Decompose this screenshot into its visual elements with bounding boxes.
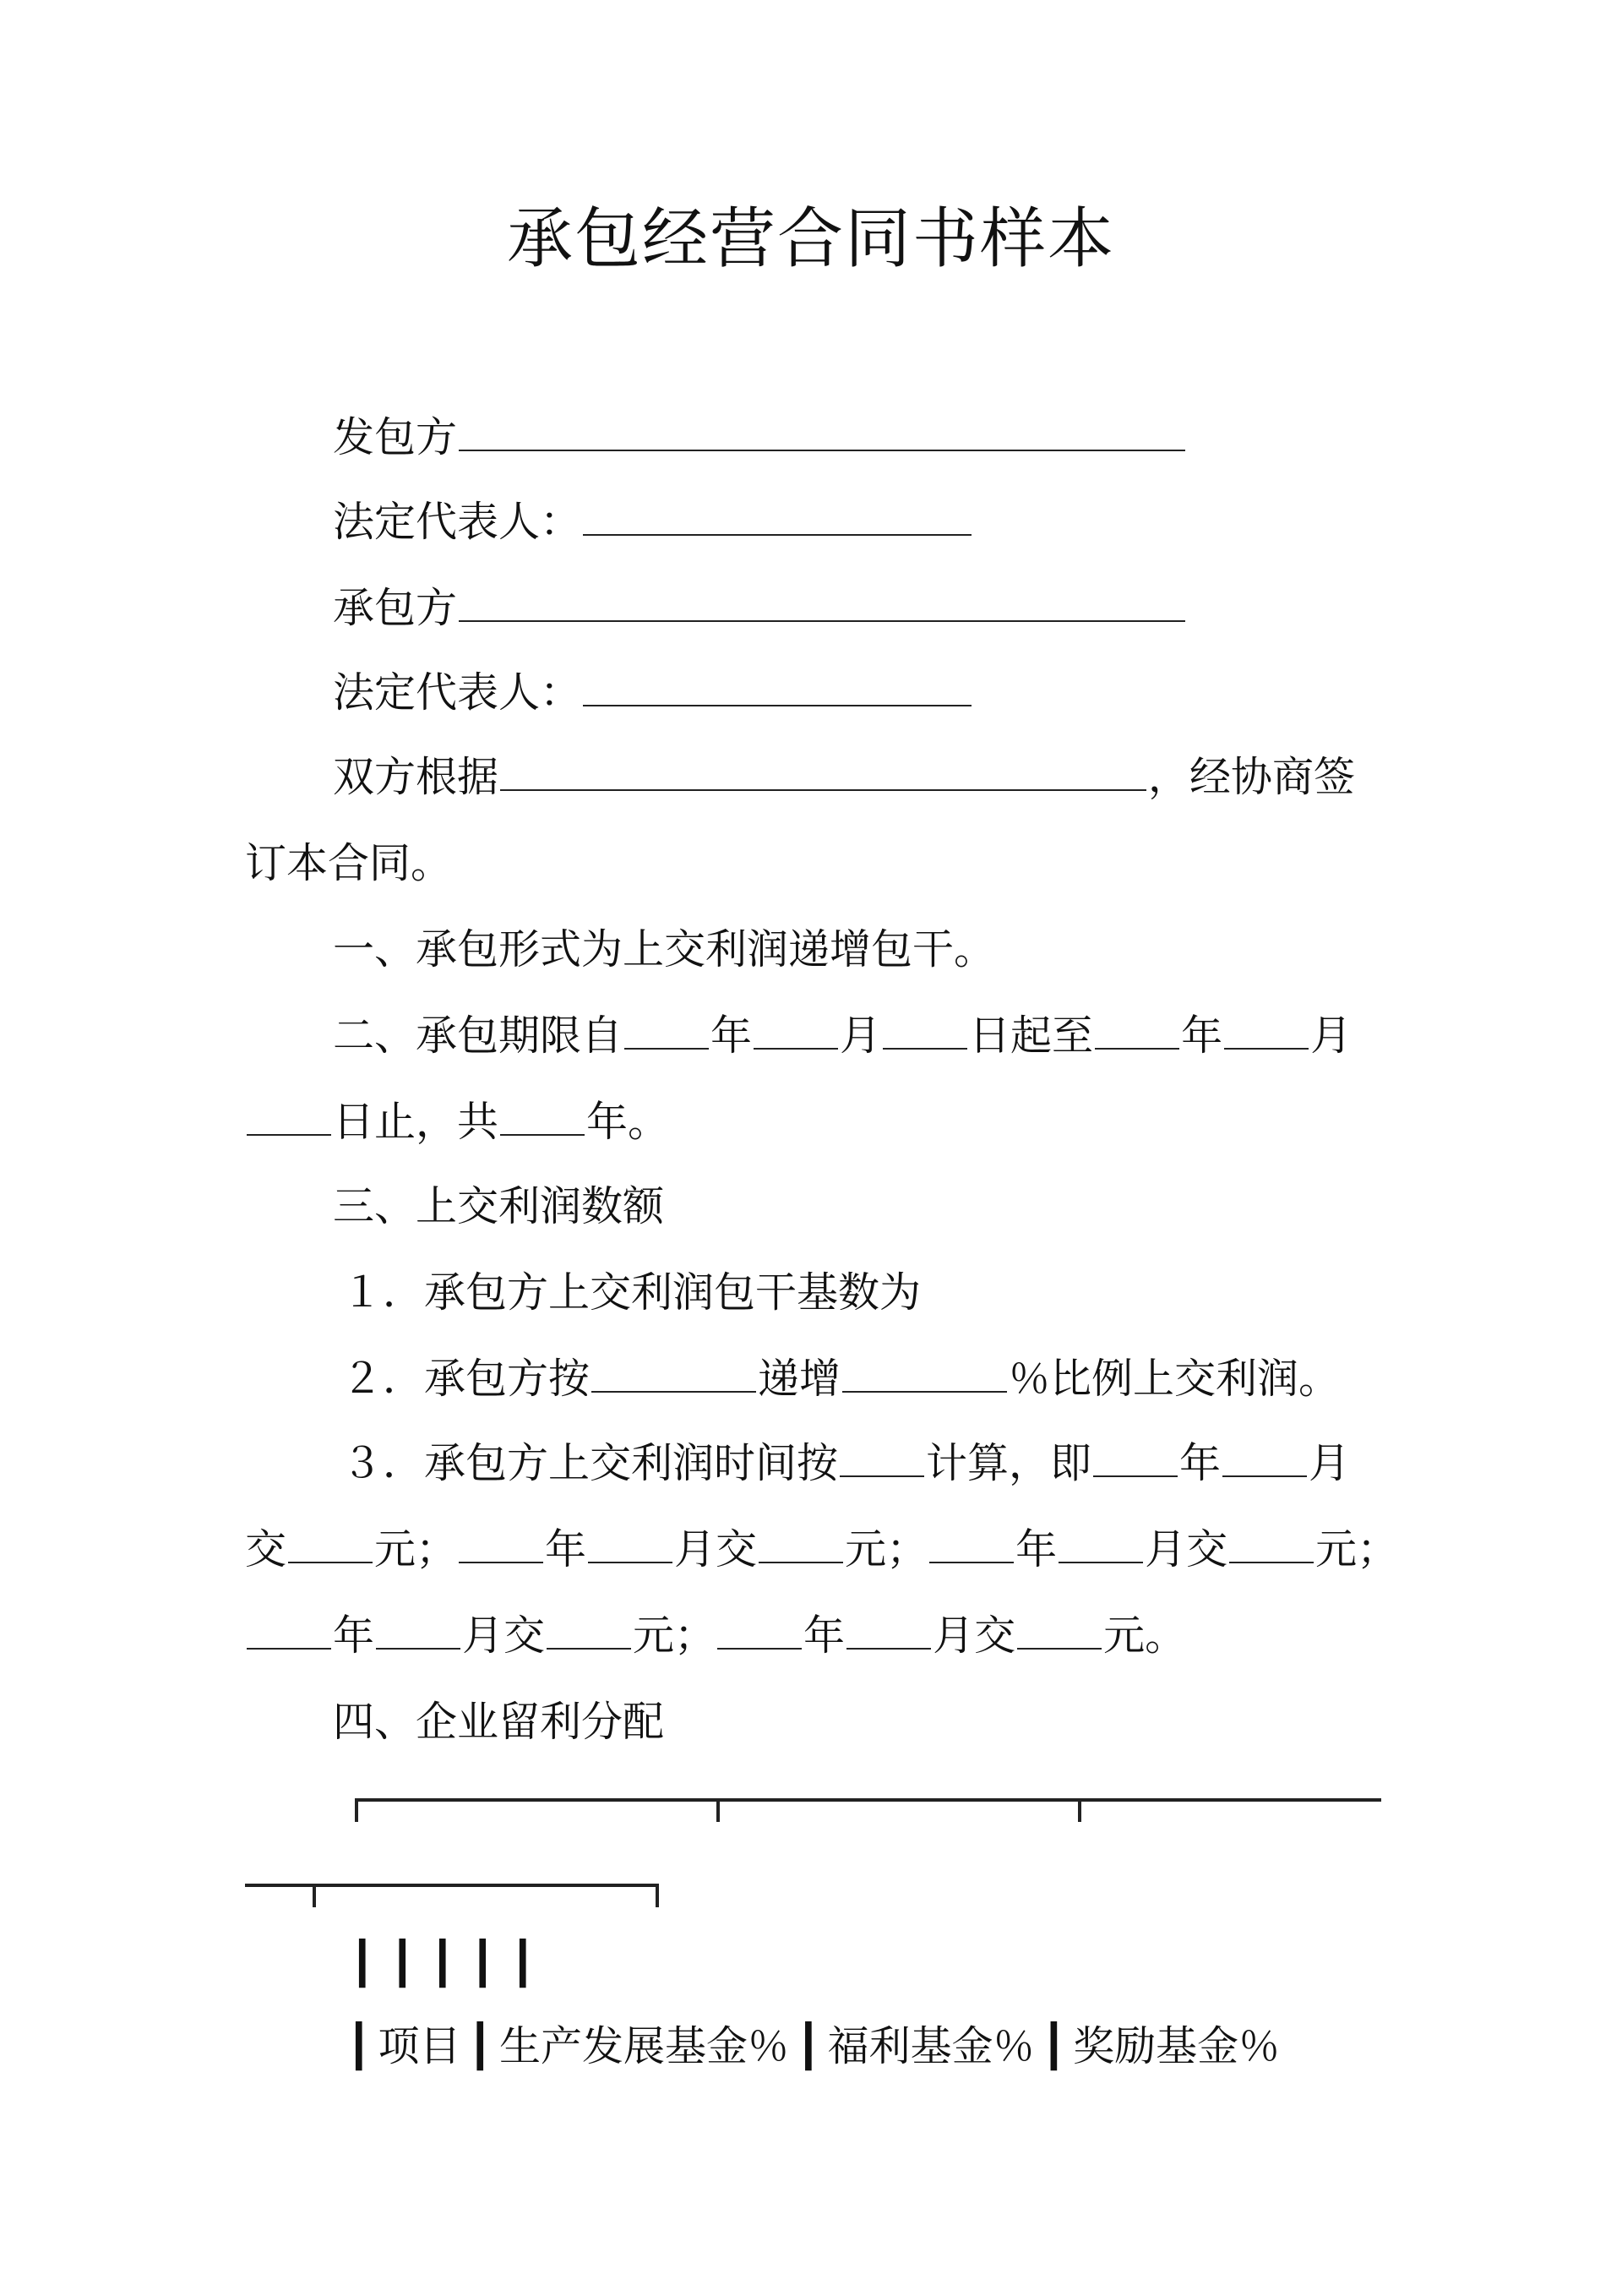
year-word: 年 (710, 1012, 753, 1060)
day-end-word: 日止，共 (333, 1098, 499, 1146)
yuan-word: 元； (374, 1525, 458, 1573)
table-header-row (346, 2020, 1287, 2074)
party-b-blank (459, 583, 1185, 622)
blank (842, 1354, 1007, 1393)
year-word: 年 (333, 1612, 375, 1660)
blank (591, 1354, 756, 1393)
blank (247, 1097, 331, 1136)
party-a-rep-label: 法定代表人： (333, 498, 582, 546)
month-word: 月 (840, 1012, 882, 1060)
jiao-word: 交 (245, 1525, 287, 1573)
party-b-rep-label: 法定代表人： (333, 668, 582, 717)
party-b-rep-blank (583, 668, 972, 706)
year-word: 年 (1181, 1012, 1223, 1060)
year-word: 年 (1179, 1439, 1222, 1487)
blank (1095, 1011, 1179, 1050)
blank (717, 1611, 802, 1650)
blank (1017, 1611, 1102, 1650)
blank (1224, 1011, 1309, 1050)
yuan-end-word: 元。 (1103, 1612, 1187, 1660)
clause-3-item-2 (341, 1352, 1340, 1406)
document-title: 承包经营合同书样本 (506, 201, 1115, 277)
blank (247, 1611, 331, 1650)
party-b-label: 承包方 (333, 584, 458, 632)
blank (1059, 1524, 1143, 1563)
table-top-border (355, 1798, 1381, 1825)
basis-prefix: 双方根据 (333, 753, 499, 801)
table-corner (656, 1884, 659, 1907)
blank (754, 1011, 838, 1050)
party-b-rep-line (333, 666, 973, 720)
item-2-mid: 递增 (758, 1355, 841, 1403)
day-from-word: 日起至 (969, 1012, 1094, 1060)
year-word: 年 (545, 1525, 587, 1573)
month-jiao-word: 月交 (674, 1525, 758, 1573)
clause-3-item-3-line2 (245, 1523, 1398, 1577)
year-word: 年 (803, 1612, 846, 1660)
clause-1: 一、承包形式为上交利润递增包干。 (333, 925, 996, 973)
clause-2-line2 (245, 1095, 669, 1149)
table-top-border-cont (245, 1884, 659, 1911)
yuan-word: 元； (633, 1612, 716, 1660)
party-b-line (333, 581, 1187, 635)
clause-3-item-1: １．承包方上交利润包干基数为 (341, 1268, 922, 1317)
yuan-word: 元； (845, 1525, 928, 1573)
month-word: 月 (1309, 1439, 1351, 1487)
clause-3-item-3-line1 (341, 1437, 1350, 1491)
party-a-label: 发包方 (333, 413, 458, 461)
table-bar: ┃ (796, 2022, 821, 2070)
blank (840, 1438, 924, 1477)
table-junction (716, 1798, 720, 1822)
blank (459, 1524, 543, 1563)
table-header-bonus-fund: 奖励基金％ (1073, 2022, 1281, 2070)
item-3-calc: 计算，即 (926, 1439, 1092, 1487)
basis-line (333, 750, 1355, 804)
year-word: 年 (1015, 1525, 1058, 1573)
blank (624, 1011, 709, 1050)
table-header-production-fund: 生产发展基金％ (499, 2022, 790, 2070)
table-empty-row: ┃┃┃┃┃ (350, 1939, 551, 1988)
blank (588, 1524, 672, 1563)
table-corner (355, 1798, 358, 1822)
blank (376, 1611, 460, 1650)
year-end-word: 年。 (586, 1098, 670, 1146)
blank (288, 1524, 373, 1563)
basis-cont-line: 订本合同。 (245, 839, 453, 887)
month-jiao-word: 月交 (1145, 1525, 1228, 1573)
blank (1222, 1438, 1307, 1477)
table-bar: ┃ (1041, 2022, 1067, 2070)
table-junction (313, 1884, 316, 1907)
party-a-rep-line (333, 495, 973, 549)
party-a-line (333, 411, 1187, 465)
blank (1093, 1438, 1178, 1477)
clause-2-line1 (333, 1009, 1352, 1063)
party-a-rep-blank (583, 497, 972, 536)
table-bar: ┃ (467, 2022, 493, 2070)
basis-blank (500, 752, 1146, 791)
month-word: 月 (1310, 1012, 1353, 1060)
clause-3-heading: 三、上交利润数额 (333, 1182, 665, 1230)
blank (1229, 1524, 1314, 1563)
blank (846, 1611, 931, 1650)
blank (547, 1611, 631, 1650)
yuan-word: 元； (1315, 1525, 1399, 1573)
item-3-prefix: ３．承包方上交利润时间按 (341, 1439, 839, 1487)
blank (759, 1524, 843, 1563)
party-a-blank (459, 412, 1185, 451)
clause-3-item-3-line3 (245, 1609, 1186, 1663)
clause-4-heading: 四、企业留利分配 (333, 1698, 665, 1746)
clause-2-prefix: 二、承包期限自 (333, 1012, 623, 1060)
blank (500, 1097, 585, 1136)
month-jiao-word: 月交 (462, 1612, 546, 1660)
month-jiao-word: 月交 (933, 1612, 1016, 1660)
table-header-welfare-fund: 福利基金％ (827, 2022, 1035, 2070)
table-junction (1078, 1798, 1081, 1822)
item-2-prefix: ２．承包方按 (341, 1355, 591, 1403)
blank (929, 1524, 1014, 1563)
basis-suffix: ，经协商签 (1148, 753, 1356, 801)
table-bar: ┃ (346, 2022, 372, 2070)
item-2-suffix: ％比例上交利润。 (1009, 1355, 1341, 1403)
table-header-item: 项目 (378, 2022, 461, 2070)
blank (883, 1011, 967, 1050)
